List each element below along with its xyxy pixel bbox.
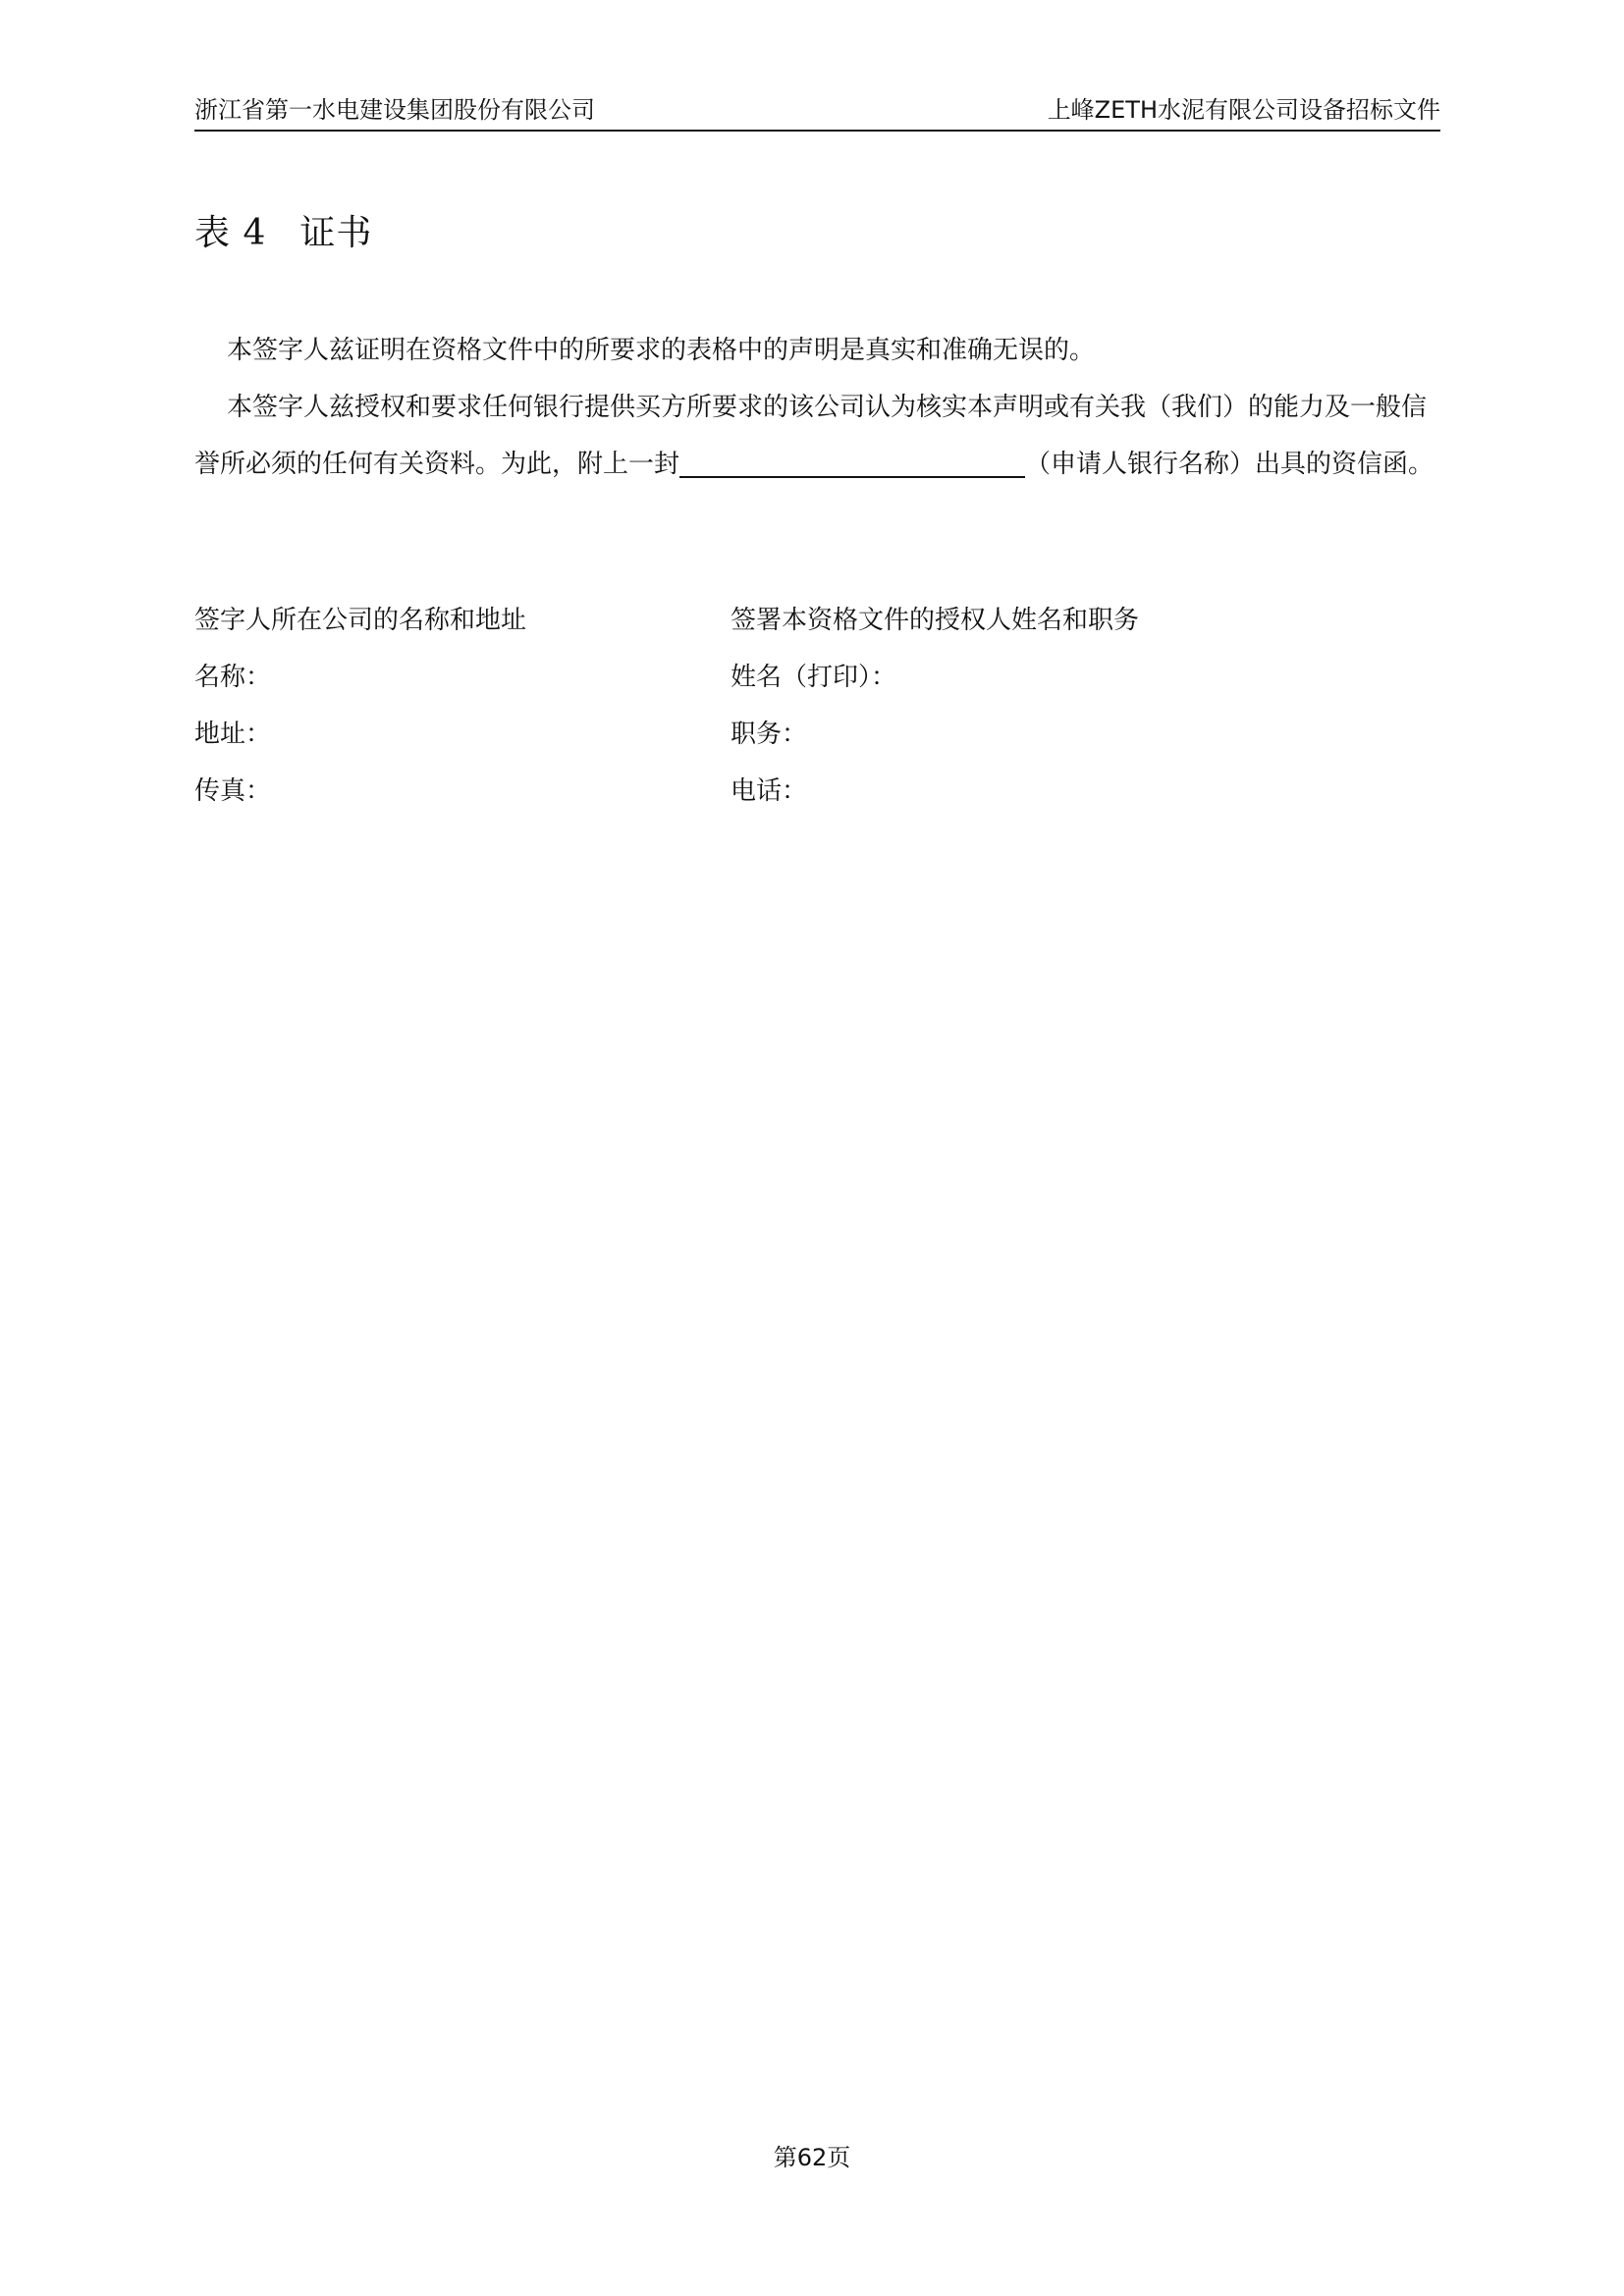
table-number: 表 4 bbox=[194, 213, 267, 253]
signature-block bbox=[194, 592, 1435, 820]
page-number: 第62页 bbox=[773, 2144, 851, 2171]
person-name-label: 姓名（打印）： bbox=[731, 663, 897, 692]
authorization-text-part1: 本签字人兹授权和要求任何银行提供买方所要求的该公司认为核实本声明或有关我（我们）的能力及一般信誉所必须的任何有关资料。为此，附上一封 bbox=[194, 393, 1428, 479]
bank-name-blank[interactable] bbox=[679, 449, 1025, 478]
signature-row-address bbox=[194, 706, 1435, 763]
title-text: 证书 bbox=[299, 213, 373, 253]
signatory-info-heading: 签署本资格文件的授权人姓名和职务 bbox=[731, 606, 1140, 635]
body-text bbox=[194, 322, 1435, 493]
paragraph-authorization bbox=[194, 379, 1435, 493]
document-title bbox=[194, 208, 372, 259]
company-fax-label: 传真： bbox=[194, 776, 272, 806]
signature-row-name bbox=[194, 649, 1435, 706]
signature-row-contact bbox=[194, 763, 1435, 820]
person-position-label: 职务： bbox=[731, 720, 808, 749]
header-company-name: 浙江省第一水电建设集团股份有限公司 bbox=[194, 96, 595, 124]
company-name-label: 名称： bbox=[194, 663, 272, 692]
person-phone-label: 电话： bbox=[731, 776, 808, 806]
page-header bbox=[194, 90, 1440, 132]
header-document-title: 上峰ZETH水泥有限公司设备招标文件 bbox=[1047, 96, 1440, 124]
authorization-text-part2: （申请人银行名称）出具的资信函。 bbox=[1025, 450, 1435, 479]
paragraph-certification: 本签字人兹证明在资格文件中的所要求的表格中的声明是真实和准确无误的。 bbox=[227, 336, 1096, 365]
company-address-label: 地址： bbox=[194, 720, 272, 749]
signature-row-headings bbox=[194, 592, 1435, 649]
company-info-heading: 签字人所在公司的名称和地址 bbox=[194, 606, 527, 635]
